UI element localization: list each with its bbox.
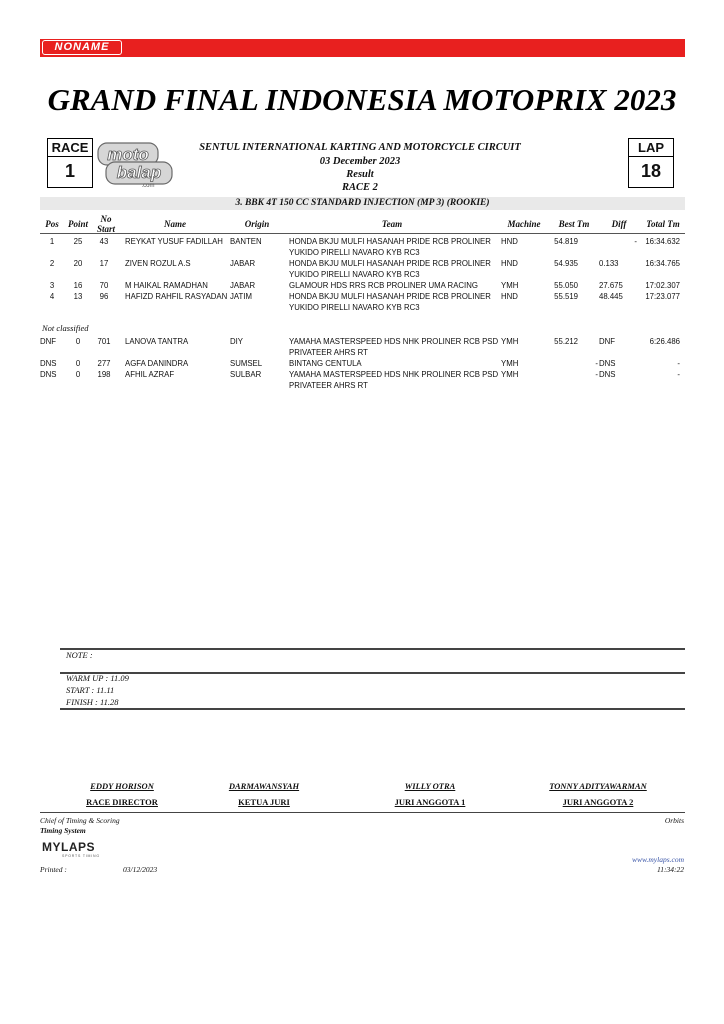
col-best: Best Tm — [558, 219, 590, 229]
cell-total: 16:34.632 — [645, 237, 680, 246]
signature-race-director-name: EDDY HORISON — [90, 781, 154, 791]
race-box — [47, 138, 93, 188]
cell-point: 0 — [75, 337, 81, 346]
class-name: 3. BBK 4T 150 CC STANDARD INJECTION (MP 3) (ROOKIE) — [40, 197, 685, 210]
moto-logo-line1: moto — [107, 145, 149, 164]
cell-origin: JATIM — [230, 292, 252, 301]
note-label: NOTE : — [66, 650, 93, 660]
cell-point: 13 — [73, 292, 83, 301]
cell-machine: YMH — [501, 337, 519, 346]
note-divider-mid — [60, 672, 685, 674]
cell-origin: SUMSEL — [230, 359, 263, 368]
printed-date: 03/12/2023 — [123, 865, 158, 874]
col-no: No — [100, 214, 112, 224]
race-name: RACE 2 — [342, 182, 378, 193]
warm-up-time: WARM UP : 11.09 — [66, 673, 129, 683]
cell-team: HONDA BKJU MULFI HASANAH PRIDE RCB PROLINER YUKIDO PIRELLI NAVARO KYB RC3 — [289, 237, 491, 257]
motobalap-logo — [96, 140, 176, 190]
col-point: Point — [67, 219, 88, 229]
cell-pos: DNS — [40, 359, 57, 368]
cell-machine: HND — [501, 259, 518, 268]
signature-juri-2-role: JURI ANGGOTA 2 — [562, 797, 634, 807]
col-name: Name — [164, 219, 186, 229]
col-pos: Pos — [45, 219, 59, 229]
cell-pos: 2 — [49, 259, 55, 268]
cell-best: - — [595, 370, 598, 379]
cell-total: 16:34.765 — [645, 259, 680, 268]
cell-name: AFHIL AZRAF — [125, 370, 175, 379]
col-start: Start — [96, 224, 115, 234]
lap-box-label: LAP — [629, 139, 673, 157]
lap-box-value: 18 — [640, 161, 662, 181]
cell-total: 17:02.307 — [645, 281, 680, 290]
cell-diff: 0.133 — [599, 259, 619, 268]
cell-pos: DNF — [40, 337, 57, 346]
cell-diff: - — [634, 237, 637, 246]
cell-machine: YMH — [501, 359, 519, 368]
col-origin: Origin — [244, 219, 270, 229]
note-divider-top — [60, 648, 685, 650]
cell-origin: JABAR — [230, 259, 256, 268]
race-box-value: 1 — [64, 161, 75, 181]
cell-pos: 4 — [49, 292, 55, 301]
cell-team: YAMAHA MASTERSPEED HDS NHK PROLINER RCB PSD PRIVATEER AHRS RT — [289, 370, 499, 390]
cell-no: 70 — [99, 281, 109, 290]
cell-point: 25 — [73, 237, 83, 246]
document-type: Result — [346, 169, 374, 180]
moto-logo-line3: .com — [141, 183, 155, 189]
mylaps-url[interactable]: www.mylaps.com — [632, 855, 684, 864]
signature-race-director-role: RACE DIRECTOR — [86, 797, 158, 807]
cell-no: 96 — [99, 292, 109, 301]
cell-name: HAFIZD RAHFIL RASYADAN — [125, 292, 228, 301]
chief-label: Chief of Timing & Scoring — [40, 816, 120, 825]
cell-machine: HND — [501, 237, 518, 246]
cell-name: AGFA DANINDRA — [125, 359, 189, 368]
signature-juri-2-name: TONNY ADITYAWARMAN — [549, 781, 647, 791]
cell-machine: HND — [501, 292, 518, 301]
cell-name: LANOVA TANTRA — [125, 337, 189, 346]
cell-total: - — [677, 370, 680, 379]
cell-team: YAMAHA MASTERSPEED HDS NHK PROLINER RCB PSD PRIVATEER AHRS RT — [289, 337, 499, 357]
mylaps-logo-sub: SPORTS TIMING — [62, 854, 100, 858]
cell-pos: 1 — [49, 237, 55, 246]
printed-time: 11:34:22 — [657, 865, 684, 874]
cell-team: HONDA BKJU MULFI HASANAH PRIDE RCB PROLINER YUKIDO PIRELLI NAVARO KYB RC3 — [289, 292, 491, 312]
signature-juri-1-role: JURI ANGGOTA 1 — [394, 797, 466, 807]
finish-time: FINISH : 11.28 — [66, 697, 119, 707]
cell-no: 701 — [97, 337, 111, 346]
printed-label: Printed : — [40, 865, 67, 874]
cell-origin: SULBAR — [230, 370, 262, 379]
cell-origin: JABAR — [230, 281, 256, 290]
cell-name: ZIVEN ROZUL A.S — [125, 259, 191, 268]
cell-diff: 27.675 — [599, 281, 623, 290]
orbits-label: Orbits — [664, 816, 684, 825]
cell-name: REYKAT YUSUF FADILLAH — [125, 237, 223, 246]
cell-diff: DNS — [599, 370, 616, 379]
footer-divider — [40, 812, 685, 813]
cell-name: M HAIKAL RAMADHAN — [125, 281, 208, 290]
top-brand-bar — [40, 39, 685, 57]
cell-no: 277 — [97, 359, 111, 368]
cell-origin: DIY — [230, 337, 243, 346]
header-divider — [40, 233, 685, 234]
cell-best: 54.935 — [554, 259, 578, 268]
cell-best: - — [595, 359, 598, 368]
col-total: Total Tm — [646, 219, 680, 229]
signature-juri-1-name: WILLY OTRA — [404, 781, 456, 791]
cell-no: 198 — [97, 370, 111, 379]
cell-total: 17:23.077 — [645, 292, 680, 301]
cell-diff: DNS — [599, 359, 616, 368]
cell-team: BINTANG CENTULA — [289, 359, 362, 368]
cell-team: HONDA BKJU MULFI HASANAH PRIDE RCB PROLINER YUKIDO PIRELLI NAVARO KYB RC3 — [289, 259, 491, 279]
signature-ketua-juri-name: DARMAWANSYAH — [228, 781, 300, 791]
col-diff: Diff — [611, 219, 627, 229]
timing-system-label: Timing System — [40, 826, 86, 835]
not-classified-label: Not classified — [42, 323, 89, 333]
cell-best: 55.050 — [554, 281, 578, 290]
cell-no: 43 — [99, 237, 109, 246]
cell-pos: 3 — [49, 281, 55, 290]
event-date: 03 December 2023 — [319, 156, 401, 167]
cell-machine: YMH — [501, 281, 519, 290]
cell-point: 0 — [75, 370, 81, 379]
cell-team: GLAMOUR HDS RRS RCB PROLINER UMA RACING — [289, 281, 478, 290]
cell-point: 16 — [73, 281, 83, 290]
cell-best: 55.212 — [554, 337, 578, 346]
moto-logo-line2: balap — [116, 163, 162, 182]
cell-diff: 48.445 — [599, 292, 623, 301]
cell-total: - — [677, 359, 680, 368]
start-time: START : 11.11 — [66, 685, 115, 695]
race-box-label: RACE — [48, 139, 92, 157]
cell-point: 0 — [75, 359, 81, 368]
cell-machine: YMH — [501, 370, 519, 379]
cell-origin: BANTEN — [230, 237, 262, 246]
cell-pos: DNS — [40, 370, 57, 379]
cell-total: 6:26.486 — [649, 337, 680, 346]
note-divider-bottom — [60, 708, 685, 710]
venue: SENTUL INTERNATIONAL KARTING AND MOTORCYCLE CIRCUIT — [199, 142, 521, 153]
cell-best: 55.519 — [554, 292, 578, 301]
cell-no: 17 — [99, 259, 109, 268]
signature-ketua-juri-role: KETUA JURI — [238, 797, 290, 807]
cell-point: 20 — [73, 259, 83, 268]
page-title: GRAND FINAL INDONESIA MOTOPRIX 2023 — [47, 82, 677, 117]
brand-logo: NONAME — [42, 40, 122, 55]
mylaps-logo — [42, 841, 100, 859]
mylaps-logo-text: MYLAPS — [42, 840, 96, 854]
col-team: Team — [381, 219, 403, 229]
col-machine: Machine — [507, 219, 541, 229]
cell-diff: DNF — [599, 337, 616, 346]
lap-box — [628, 138, 674, 188]
cell-best: 54.819 — [554, 237, 578, 246]
